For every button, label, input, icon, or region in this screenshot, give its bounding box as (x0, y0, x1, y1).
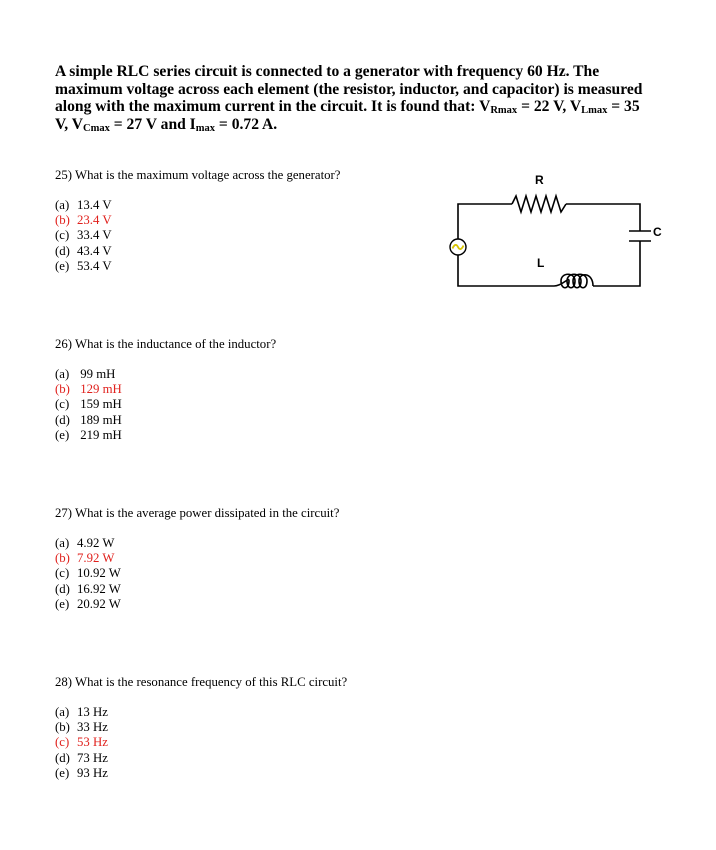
question-stem: 27) What is the average power dissipated in the circuit? (55, 506, 340, 520)
i-subscript: max (195, 122, 216, 134)
option-a: (a) 99 mH (55, 367, 116, 381)
option-d: (d) 16.92 W (55, 581, 121, 596)
option-a: (a) 4.92 W (55, 536, 115, 550)
intro-text-3: = 35 V, V (55, 98, 640, 133)
resistor-label: R (535, 173, 544, 187)
inductor-label: L (537, 256, 545, 270)
top-wire (458, 204, 512, 241)
option-b-correct: (b) 7.92 W (55, 551, 115, 566)
rlc-circuit-diagram (440, 168, 670, 298)
option-b-correct: (b) 23.4 V (55, 213, 112, 228)
answer-options (55, 198, 340, 274)
vl-subscript: Lmax (581, 105, 608, 116)
resistor-icon (512, 196, 566, 212)
vr-subscript: Rmax (490, 105, 518, 116)
question-25 (55, 167, 340, 274)
question-26 (55, 336, 276, 443)
question-stem: 28) What is the resonance frequency of this RLC circuit? (55, 675, 348, 689)
inductor-icon (554, 274, 593, 288)
intro-text-4: = 27 V and I (109, 115, 196, 133)
problem-statement (55, 63, 655, 133)
bottom-right-wire (593, 241, 640, 286)
option-c-correct: (c) 53 Hz (55, 735, 108, 750)
intro-text-1: A simple RLC series circuit is connected to a generator with frequency 60 Hz. The maximum voltage across each element (the resistor, inductor, and capacitor) is measured along with the maximum current in the circuit. It is found that: V (55, 63, 643, 115)
answer-options (55, 536, 339, 612)
question-28 (55, 674, 347, 781)
intro-text-2: = 22 V, V (517, 98, 582, 115)
option-a: (a) 13.4 V (55, 198, 112, 212)
capacitor-label: C (653, 225, 662, 239)
option-e: (e) 53.4 V (55, 258, 112, 273)
option-d: (d) 43.4 V (55, 243, 112, 258)
option-b-correct: (b) 129 mH (55, 382, 122, 397)
option-a: (a) 13 Hz (55, 705, 108, 719)
vc-subscript: Cmax (83, 122, 110, 134)
answer-options (55, 705, 347, 781)
option-d: (d) 189 mH (55, 412, 122, 427)
option-c: (c) 33.4 V (55, 228, 112, 243)
top-right-wire (566, 204, 640, 231)
question-stem: 26) What is the inductance of the inductor? (55, 337, 277, 351)
option-b: (b) 33 Hz (55, 720, 108, 735)
option-e: (e) 20.92 W (55, 596, 121, 611)
intro-text-5: = 0.72 A. (215, 115, 278, 133)
option-c: (c) 10.92 W (55, 566, 121, 581)
question-stem: 25) What is the maximum voltage across the generator? (55, 168, 341, 182)
option-e: (e) 219 mH (55, 427, 122, 442)
option-c: (c) 159 mH (55, 397, 122, 412)
option-d: (d) 73 Hz (55, 750, 108, 765)
option-e: (e) 93 Hz (55, 765, 108, 780)
question-27 (55, 505, 339, 612)
answer-options (55, 367, 276, 443)
